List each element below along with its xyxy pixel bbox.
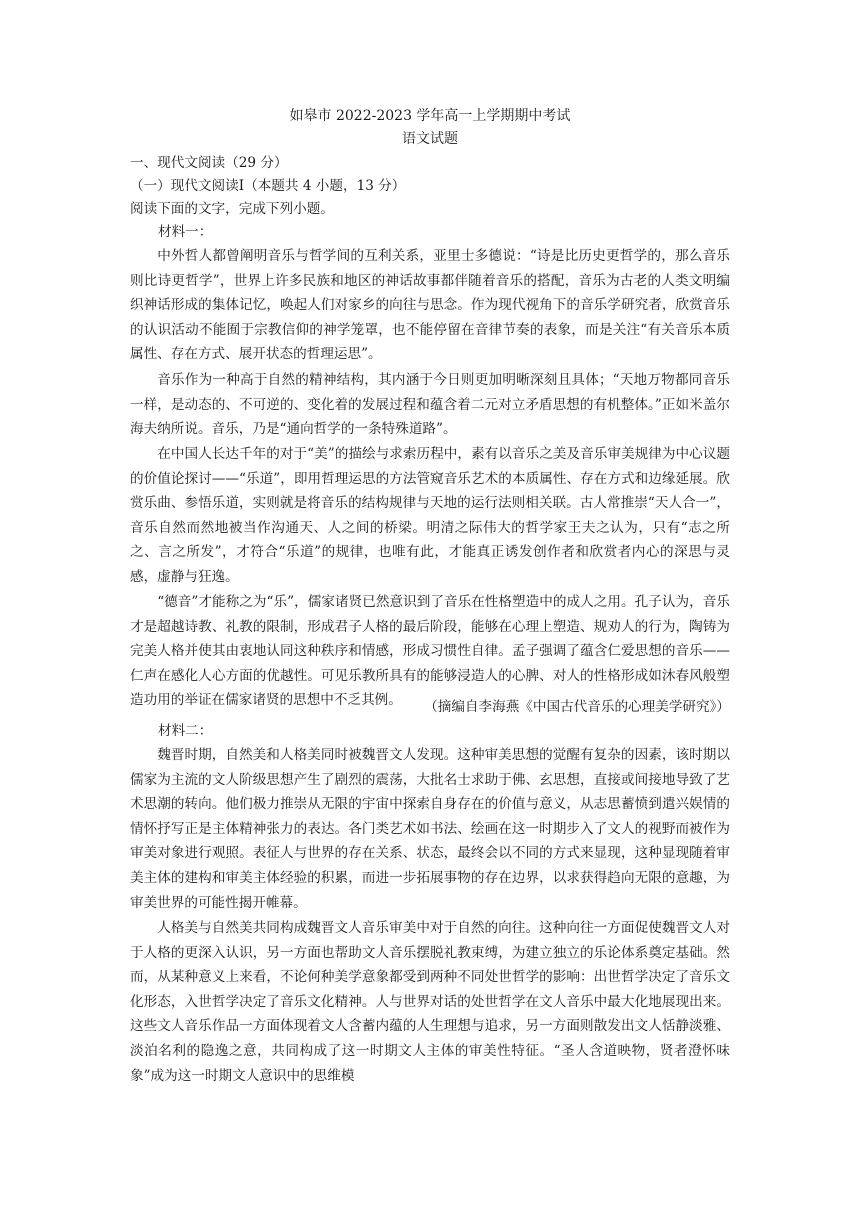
subsection-heading: （一）现代文阅读Ⅰ（本题共 4 小题，13 分） xyxy=(130,178,406,194)
material-one-paragraph: 音乐作为一种高于自然的精神结构，其内涵于今日则更加明晰深刻且具体；“天地万物都同音乐一样，是动态的、不可逆的、变化着的发展过程和蕴含着二元对立矛盾思想的有机整体。”正如米盖尔海夫纳所说。音乐，乃是“通向哲学的一条特殊道路”。 xyxy=(130,372,730,438)
material-one-source: （摘编自李海燕《中国古代音乐的心理美学研究》） xyxy=(424,699,730,715)
material-two-label: 材料二： xyxy=(158,723,213,739)
section-heading: 一、现代文阅读（29 分） xyxy=(130,155,288,171)
exam-title: 如皋市 2022-2023 学年高一上学期期中考试 xyxy=(289,108,571,124)
material-one-paragraph: 在中国人长达千年的对于“美”的描绘与求索历程中，素有以音乐之美及音乐审美规律为中心议题的价值论探讨——“乐道”，即用哲理运思的方法管窥音乐艺术的本质属性、存在方式和边缘延展。欣赏乐曲、参悟乐道，实则就是将音乐的结构规律与天地的运行法则相关联。古人常推崇“天人合一”，音乐自然而然地被当作沟通天、人之间的桥梁。明清之际伟大的哲学家王夫之认为，只有“志之所之、言之所发”，才符合“乐道”的规律，也唯有此，才能真正诱发创作者和欣赏者内心的深思与灵感，虚静与狂逸。 xyxy=(130,446,730,585)
material-one-paragraph: 中外哲人都曾阐明音乐与哲学间的互利关系，亚里士多德说：“诗是比历史更哲学的，那么音乐则比诗更哲学”，世界上许多民族和地区的神话故事都伴随着音乐的搭配，音乐为古老的人类文明编织神话形成的集体记忆，唤起人们对家乡的向往与思念。作为现代视角下的音乐学研究者，欣赏音乐的认识活动不能囿于宗教信仰的神学笼罩，也不能停留在音律节奏的表象，而是关注“有关音乐本质属性、存在方式、展开状态的哲理运思”。 xyxy=(130,248,730,363)
reading-instruction: 阅读下面的文字，完成下列小题。 xyxy=(130,201,334,217)
material-one-paragraph: “德音”才能称之为“乐”，儒家诸贤已然意识到了音乐在性格塑造中的成人之用。孔子认为，音乐才是超越诗教、礼教的限制，形成君子人格的最后阶段，能够在心理上塑造、规劝人的行为，陶铸为完美人格并使其由衷地认同这种秩序和情感，形成习惯性自律。孟子强调了蕴含仁爱思想的音乐——仁声在感化人心方面的优越性。可见乐教所具有的能够浸造人的心脾、对人的性格形成如沐春风般塑造功用的举证在儒家诸贤的思想中不乏其例。 xyxy=(130,594,730,709)
material-one-label: 材料一： xyxy=(158,224,213,240)
material-two-paragraph: 魏晋时期，自然美和人格美同时被魏晋文人发现。这种审美思想的觉醒有复杂的因素，该时期以儒家为主流的文人阶级思想产生了剧烈的震荡，大批名士求助于佛、玄思想，直接或间接地导致了艺术思潮的转向。他们极力推崇从无限的宇宙中探索自身存在的价值与意义，从志思蓄愤到遣兴娱情的情怀抒写正是主体精神张力的表达。各门类艺术如书法、绘画在这一时期步入了文人的视野而被作为审美对象进行观照。表征人与世界的存在关系、状态，最终会以不同的方式来显现，这种显现随着审美主体的建构和审美主体经验的积累，而进一步拓展事物的存在边界，以求获得趋向无限的意趣，为审美世界的可能性揭开帷幕。 xyxy=(130,747,730,911)
material-two-paragraph: 人格美与自然美共同构成魏晋文人音乐审美中对于自然的向往。这种向往一方面促使魏晋文人对于人格的更深入认识，另一方面也帮助文人音乐摆脱礼教束缚，为建立独立的乐论体系奠定基础。然而，从某种意义上来看，不论何种美学意象都受到两种不同处世哲学的影响：出世哲学决定了音乐文化形态，入世哲学决定了音乐文化精神。人与世界对话的处世哲学在文人音乐中最大化地展现出来。这些文人音乐作品一方面体现着文人含蓄内蕴的人生理想与追求，另一方面则散发出文人恬静淡雅、淡泊名利的隐逸之意，共同构成了这一时期文人主体的审美性特征。“圣人含道映物，贤者澄怀味象”成为这一时期文人意识中的思维模 xyxy=(130,920,730,1084)
subject-title: 语文试题 xyxy=(402,131,458,147)
